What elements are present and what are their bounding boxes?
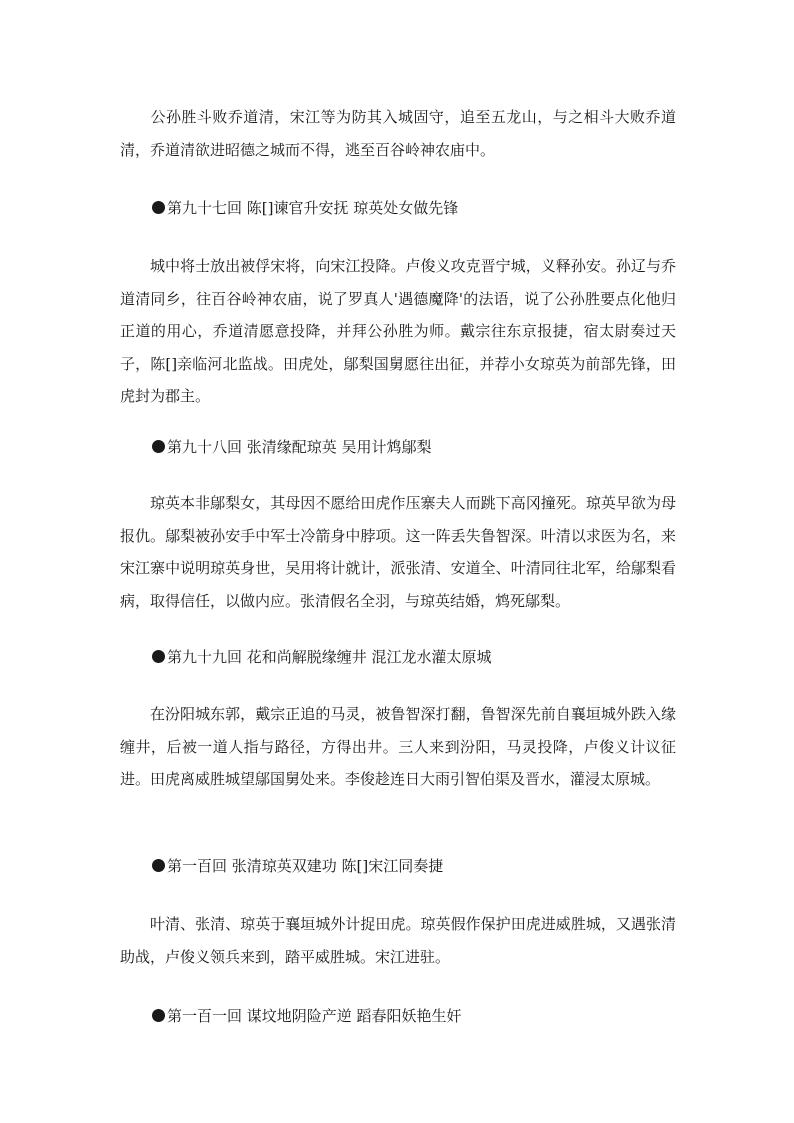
chapter-summary: 在汾阳城东郭，戴宗正追的马灵，被鲁智深打翻，鲁智深先前自襄垣城外跌入缘缠井，后被一道人指与路径，方得出井。三人来到汾阳，马灵投降，卢俊义计议征进。田虎离威胜城望鄔国舅处来。李俊趁连日大雨引智伯渠及晋水，灌浸太原城。 bbox=[120, 705, 676, 788]
bullet-icon bbox=[152, 440, 165, 453]
chapter-title: 第一百回 张清琼英双建功 陈[]宋江同奏捷 bbox=[167, 857, 444, 875]
intro-paragraph bbox=[120, 101, 676, 166]
bullet-icon bbox=[152, 201, 165, 214]
chapter-summary: 琼英本非鄔梨女，其母因不愿给田虎作压寨夫人而跳下高冈撞死。琼英早欲为母报仇。鄔梨被孙安手中军士冷箭身中脖项。这一阵丢失鲁智深。叶清以求医为名，来宋江寨中说明琼英身世，吴用将计就计，派张清、安道全、叶清同往北军，给鄔梨看病，取得信任，以做内应。张清假名全羽，与琼英结婚，鸩死鄔梨。 bbox=[120, 494, 676, 610]
chapter-title: 第九十八回 张清缘配琼英 吴用计鸩鄔梨 bbox=[167, 438, 432, 456]
bullet-icon bbox=[152, 1009, 165, 1022]
chapter-heading bbox=[152, 436, 692, 458]
chapter-title: 第九十七回 陈[]谏官升安抚 琼英处女做先锋 bbox=[167, 199, 459, 217]
bullet-icon bbox=[152, 650, 165, 663]
chapter-heading bbox=[152, 855, 692, 877]
chapter-heading bbox=[152, 646, 692, 668]
chapter-title: 第九十九回 花和尚解脱缘缠井 混江龙水灌太原城 bbox=[167, 648, 492, 666]
intro-text: 公孙胜斗败乔道清，宋江等为防其入城固守，追至五龙山，与之相斗大败乔道清，乔道清欲进昭德之城而不得，逃至百谷岭神农庙中。 bbox=[120, 108, 676, 159]
chapter-heading bbox=[152, 197, 692, 219]
bullet-icon bbox=[152, 859, 165, 872]
chapter-summary: 叶清、张清、琼英于襄垣城外计捉田虎。琼英假作保护田虎进威胜城，又遇张清助战，卢俊义领兵来到，踏平威胜城。宋江进驻。 bbox=[120, 915, 676, 966]
chapter-summary: 城中将士放出被俘宋将，向宋江投降。卢俊义攻克晋宁城，义释孙安。孙辽与乔道清同乡，往百谷岭神农庙，说了罗真人'遇德魔降'的法语，说了公孙胜要点化他归正道的用心，乔道清愿意投降，并拜公孙胜为师。戴宗往东京报捷，宿太尉奏过天子，陈[]亲临河北监战。田虎处，鄔梨国舅愿往出征，并荐小女琼英为前部先锋，田虎封为郡主。 bbox=[120, 257, 676, 405]
chapter-heading bbox=[152, 1005, 692, 1027]
chapter-title: 第一百一回 谋坟地阴险产逆 蹈春阳妖艳生奸 bbox=[167, 1007, 462, 1025]
